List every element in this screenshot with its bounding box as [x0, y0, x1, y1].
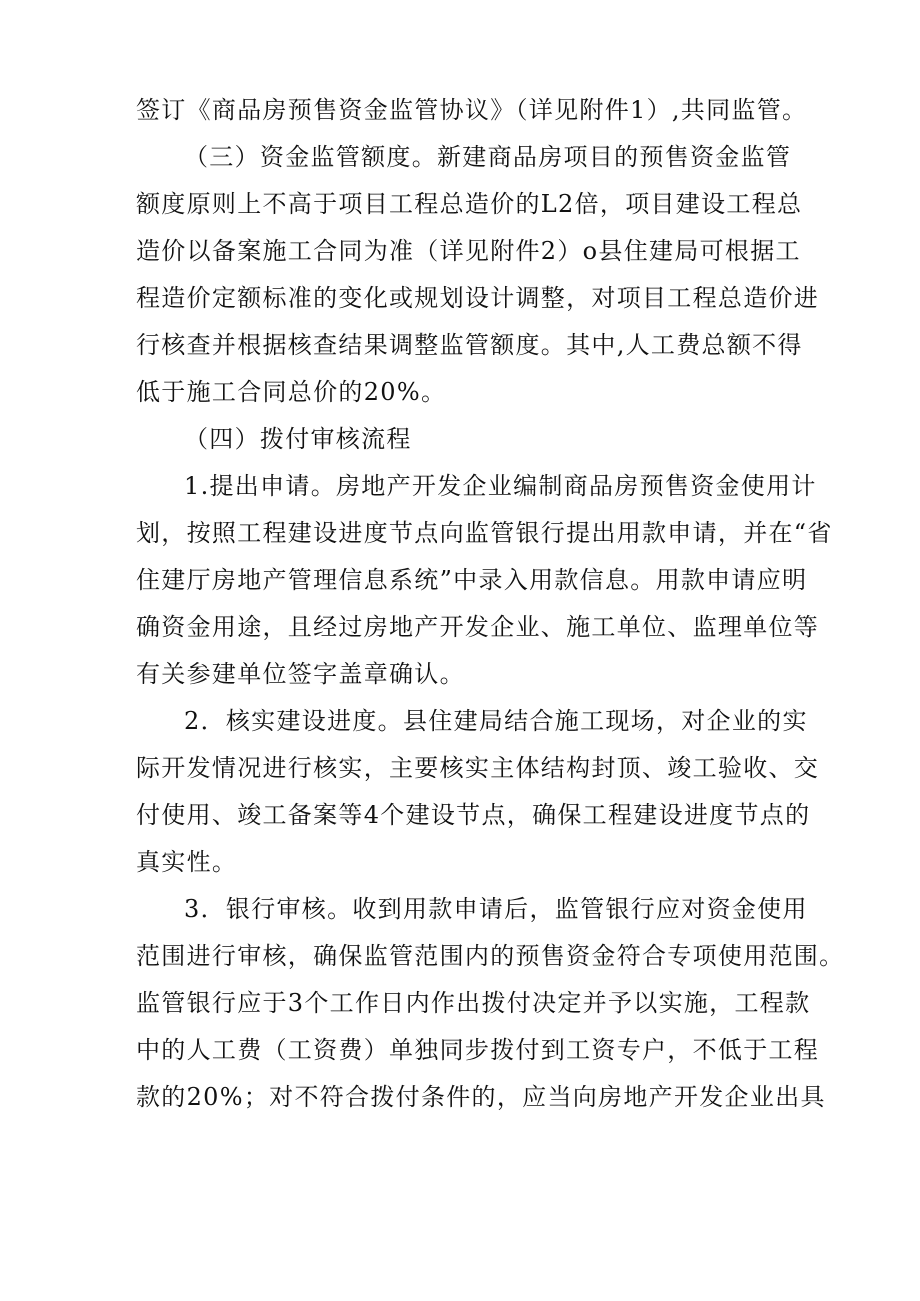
text-line-15: 际开发情况进行核实，主要核实主体结构封顶、竣工验收、交: [136, 754, 820, 782]
text-line-5: 程造价定额标准的变化或规划设计调整，对项目工程总造价进: [136, 284, 820, 312]
text-line-18: 3．银行审核。收到用款申请后，监管银行应对资金使用: [184, 895, 808, 923]
text-line-13: 有关参建单位签字盖章确认。: [136, 660, 465, 688]
text-line-6: 行核查并根据核查结果调整监管额度。其中,人工费总额不得: [136, 331, 803, 359]
text-line-9: 1.提出申请。房地产开发企业编制商品房预售资金使用计: [184, 472, 817, 500]
text-line-16: 付使用、竣工备案等4个建设节点，确保工程建设进度节点的: [136, 801, 811, 829]
text-line-20: 监管银行应于3个工作日内作出拨付决定并予以实施，工程款: [136, 989, 811, 1017]
text-line-3: 额度原则上不高于项目工程总造价的L2倍，项目建设工程总: [136, 190, 803, 218]
text-line-4: 造价以备案施工合同为准（详见附件2）o县住建局可根据工: [136, 237, 801, 265]
text-line-7: 低于施工合同总价的20%。: [136, 378, 447, 406]
section-heading-4: （四）拨付审核流程: [184, 425, 412, 453]
text-line-14: 2．核实建设进度。县住建局结合施工现场，对企业的实: [184, 707, 808, 735]
text-line-2: （三）资金监管额度。新建商品房项目的预售资金监管: [184, 143, 792, 171]
text-line-10: 划，按照工程建设进度节点向监管银行提出用款申请，并在“省: [136, 519, 833, 547]
text-line-22: 款的20%；对不符合拨付条件的，应当向房地产开发企业出具: [136, 1083, 826, 1111]
text-line-12: 确资金用途，且经过房地产开发企业、施工单位、监理单位等: [136, 613, 820, 641]
text-line-1: 签订《商品房预售资金监管协议》（详见附件1）,共同监管。: [136, 96, 808, 124]
text-line-11: 住建厅房地产管理信息系统”中录入用款信息。用款申请应明: [136, 566, 808, 594]
text-line-19: 范围进行审核，确保监管范围内的预售资金符合专项使用范围。: [136, 942, 845, 970]
text-line-17: 真实性。: [136, 848, 238, 876]
text-line-21: 中的人工费（工资费）单独同步拨付到工资专户，不低于工程: [136, 1036, 820, 1064]
